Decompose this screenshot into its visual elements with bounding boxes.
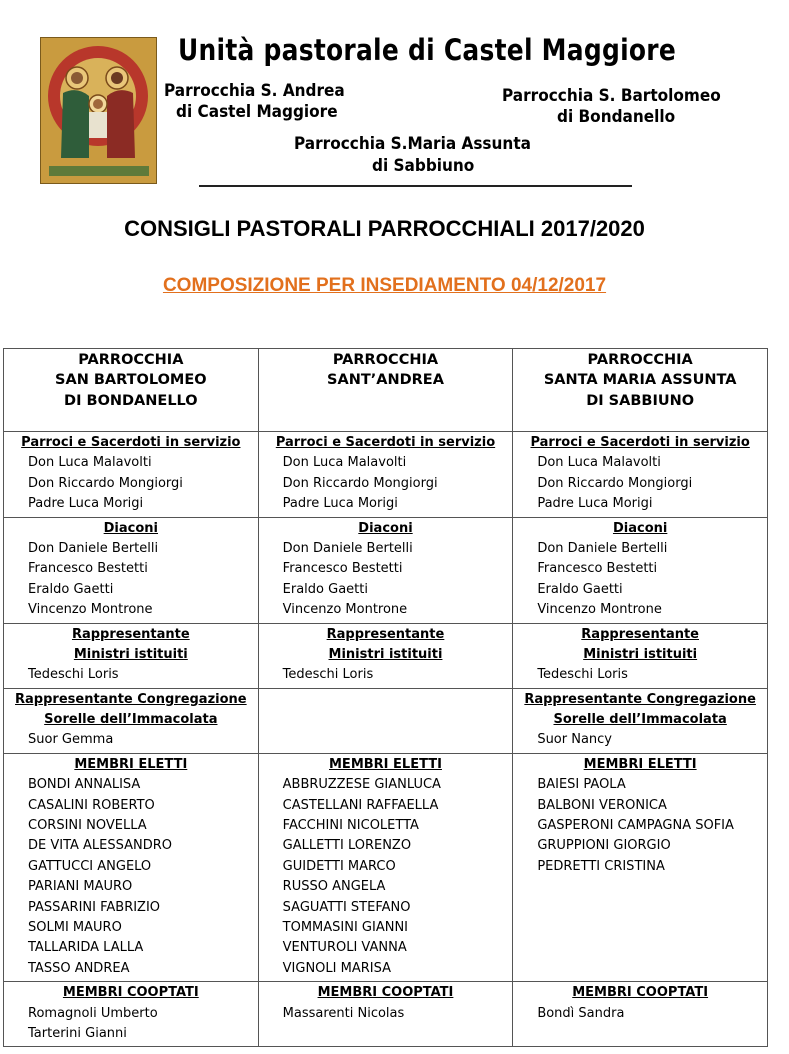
section-cell [258, 517, 513, 623]
parish-header-line: PARROCCHIA [78, 352, 184, 368]
member-name: Massarenti Nicolas [282, 1005, 405, 1021]
member-name: GUIDETTI MARCO [282, 858, 396, 874]
section-title: Ministri istituiti [73, 646, 188, 662]
parish-2-line1: Parrocchia S. Bartolomeo [502, 86, 721, 106]
member-name: Francesco Bestetti [28, 561, 148, 577]
member-name: Francesco Bestetti [282, 561, 403, 577]
section-title: MEMBRI COOPTATI [62, 985, 199, 1001]
member-name: TALLARIDA LALLA [28, 940, 144, 956]
member-name: Tedeschi Loris [28, 667, 119, 683]
member-name: Don Riccardo Mongiorgi [28, 475, 183, 491]
member-name: Don Luca Malavolti [28, 455, 152, 471]
member-name: GALLETTI LORENZO [282, 838, 412, 854]
section-title: Sorelle dell’Immacolata [553, 712, 727, 728]
member-name: GASPERONI CAMPAGNA SOFIA [537, 818, 734, 834]
member-name: GRUPPIONI GIORGIO [537, 838, 671, 854]
member-name: Vincenzo Montrone [28, 602, 153, 618]
section-title: Rappresentante [326, 626, 445, 642]
member-name: Don Daniele Bertelli [28, 540, 159, 556]
member-name: GATTUCCI ANGELO [28, 858, 152, 874]
parish-2-line2: di Bondanello [557, 107, 676, 127]
member-name: Eraldo Gaetti [282, 581, 368, 597]
section-cell [4, 688, 259, 753]
parish-header-cell [258, 349, 513, 432]
member-name: Padre Luca Morigi [28, 496, 144, 512]
member-name: BALBONI VERONICA [537, 797, 667, 813]
member-name: Tarterini Gianni [28, 1025, 127, 1041]
member-name: VIGNOLI MARISA [282, 960, 391, 976]
section-cell [513, 517, 768, 623]
section-title: Rappresentante Congregazione [524, 691, 756, 707]
section-title: Parroci e Sacerdoti in servizio [530, 435, 750, 450]
member-name: Suor Nancy [537, 732, 613, 748]
section-title: Parroci e Sacerdoti in servizio [275, 435, 496, 450]
member-name: Don Daniele Bertelli [282, 540, 413, 556]
member-name: Vincenzo Montrone [537, 602, 662, 618]
table-header-row [4, 349, 768, 432]
member-name: Bondì Sandra [537, 1005, 625, 1021]
section-title: Ministri istituiti [583, 646, 698, 662]
section-cell [4, 432, 259, 518]
parish-1-line1: Parrocchia S. Andrea [164, 81, 345, 101]
parish-header-cell [4, 349, 259, 432]
member-name: TOMMASINI GIANNI [282, 919, 409, 935]
holy-family-icon [40, 37, 157, 184]
section-title: MEMBRI COOPTATI [572, 985, 709, 1001]
section-cell [4, 982, 259, 1047]
section-title: Sorelle dell’Immacolata [44, 712, 218, 728]
table-row [4, 432, 768, 518]
member-name: Padre Luca Morigi [282, 496, 398, 512]
member-name: BONDI ANNALISA [28, 777, 141, 793]
member-name: PEDRETTI CRISTINA [537, 858, 665, 874]
unit-title: Unità pastorale di Castel Maggiore [178, 33, 677, 67]
parish-3-line2: di Sabbiuno [372, 156, 475, 176]
member-name: Don Luca Malavolti [282, 455, 407, 471]
member-name: Romagnoli Umberto [28, 1005, 158, 1021]
member-name: Tedeschi Loris [282, 667, 374, 683]
member-name: ABBRUZZESE GIANLUCA [282, 777, 441, 793]
member-name: Tedeschi Loris [537, 667, 628, 683]
section-title: Ministri istituiti [328, 646, 443, 662]
section-title: MEMBRI COOPTATI [317, 985, 454, 1001]
member-name: FACCHINI NICOLETTA [282, 818, 419, 834]
member-name: Suor Gemma [28, 732, 114, 748]
section-title: MEMBRI ELETTI [583, 756, 697, 772]
section-title: Rappresentante Congregazione [15, 691, 247, 707]
member-name: SAGUATTI STEFANO [282, 899, 411, 915]
page-title: CONSIGLI PASTORALI PARROCCHIALI 2017/2020 [124, 216, 645, 241]
section-cell [513, 753, 768, 981]
section-cell [258, 982, 513, 1047]
member-name: Don Riccardo Mongiorgi [282, 475, 438, 491]
member-name: Don Luca Malavolti [537, 455, 661, 471]
parish-3-line1: Parrocchia S.Maria Assunta [294, 134, 531, 154]
member-name: CORSINI NOVELLA [28, 818, 147, 834]
member-name: Padre Luca Morigi [537, 496, 653, 512]
section-cell [4, 753, 259, 981]
parish-header-line: SANT’ANDREA [327, 372, 444, 389]
section-cell [513, 432, 768, 518]
member-name: RUSSO ANGELA [282, 879, 386, 895]
council-table [3, 348, 768, 1047]
member-name: BAIESI PAOLA [537, 777, 626, 793]
section-title: Diaconi [612, 520, 668, 536]
section-title: Rappresentante [71, 626, 190, 642]
section-cell [513, 623, 768, 688]
member-name: SOLMI MAURO [28, 919, 122, 935]
member-name: Don Daniele Bertelli [537, 540, 668, 556]
parish-header-line: PARROCCHIA [332, 352, 439, 368]
section-cell [258, 623, 513, 688]
section-title: Parroci e Sacerdoti in servizio [21, 435, 241, 450]
section-title: Diaconi [358, 520, 413, 536]
section-title: Rappresentante [581, 626, 700, 642]
member-name: Francesco Bestetti [537, 561, 658, 577]
member-name: PASSARINI FABRIZIO [28, 899, 161, 915]
table-row [4, 688, 768, 753]
section-cell [258, 432, 513, 518]
member-name: PARIANI MAURO [28, 879, 133, 895]
parish-header-line: SANTA MARIA ASSUNTA [543, 372, 737, 389]
table-row [4, 517, 768, 623]
parish-header-line: DI BONDANELLO [64, 392, 198, 409]
section-cell [513, 688, 768, 753]
section-cell [513, 982, 768, 1047]
member-name: Vincenzo Montrone [282, 602, 408, 618]
member-name: VENTUROLI VANNA [282, 940, 407, 956]
header-divider [199, 185, 632, 187]
table-row [4, 753, 768, 981]
parish-header-line: SAN BARTOLOMEO [55, 372, 207, 389]
section-title: Diaconi [103, 520, 159, 536]
section-cell [4, 517, 259, 623]
parish-1-line2: di Castel Maggiore [176, 102, 338, 122]
section-title: MEMBRI ELETTI [74, 756, 188, 772]
parish-header-line: DI SABBIUNO [586, 392, 695, 409]
section-cell [258, 753, 513, 981]
section-cell [4, 623, 259, 688]
member-name: DE VITA ALESSANDRO [28, 838, 173, 854]
member-name: TASSO ANDREA [28, 960, 130, 976]
section-cell [258, 688, 513, 753]
member-name: Eraldo Gaetti [28, 581, 114, 597]
page-subtitle: COMPOSIZIONE PER INSEDIAMENTO 04/12/2017 [162, 275, 607, 296]
member-name: Eraldo Gaetti [537, 581, 623, 597]
parish-header-line: PARROCCHIA [587, 352, 693, 368]
member-name: Don Riccardo Mongiorgi [537, 475, 693, 491]
table-row [4, 982, 768, 1047]
member-name: CASALINI ROBERTO [28, 797, 155, 813]
table-row [4, 623, 768, 688]
section-title: MEMBRI ELETTI [329, 756, 442, 772]
member-name: CASTELLANI RAFFAELLA [282, 797, 439, 813]
parish-header-cell [513, 349, 768, 432]
